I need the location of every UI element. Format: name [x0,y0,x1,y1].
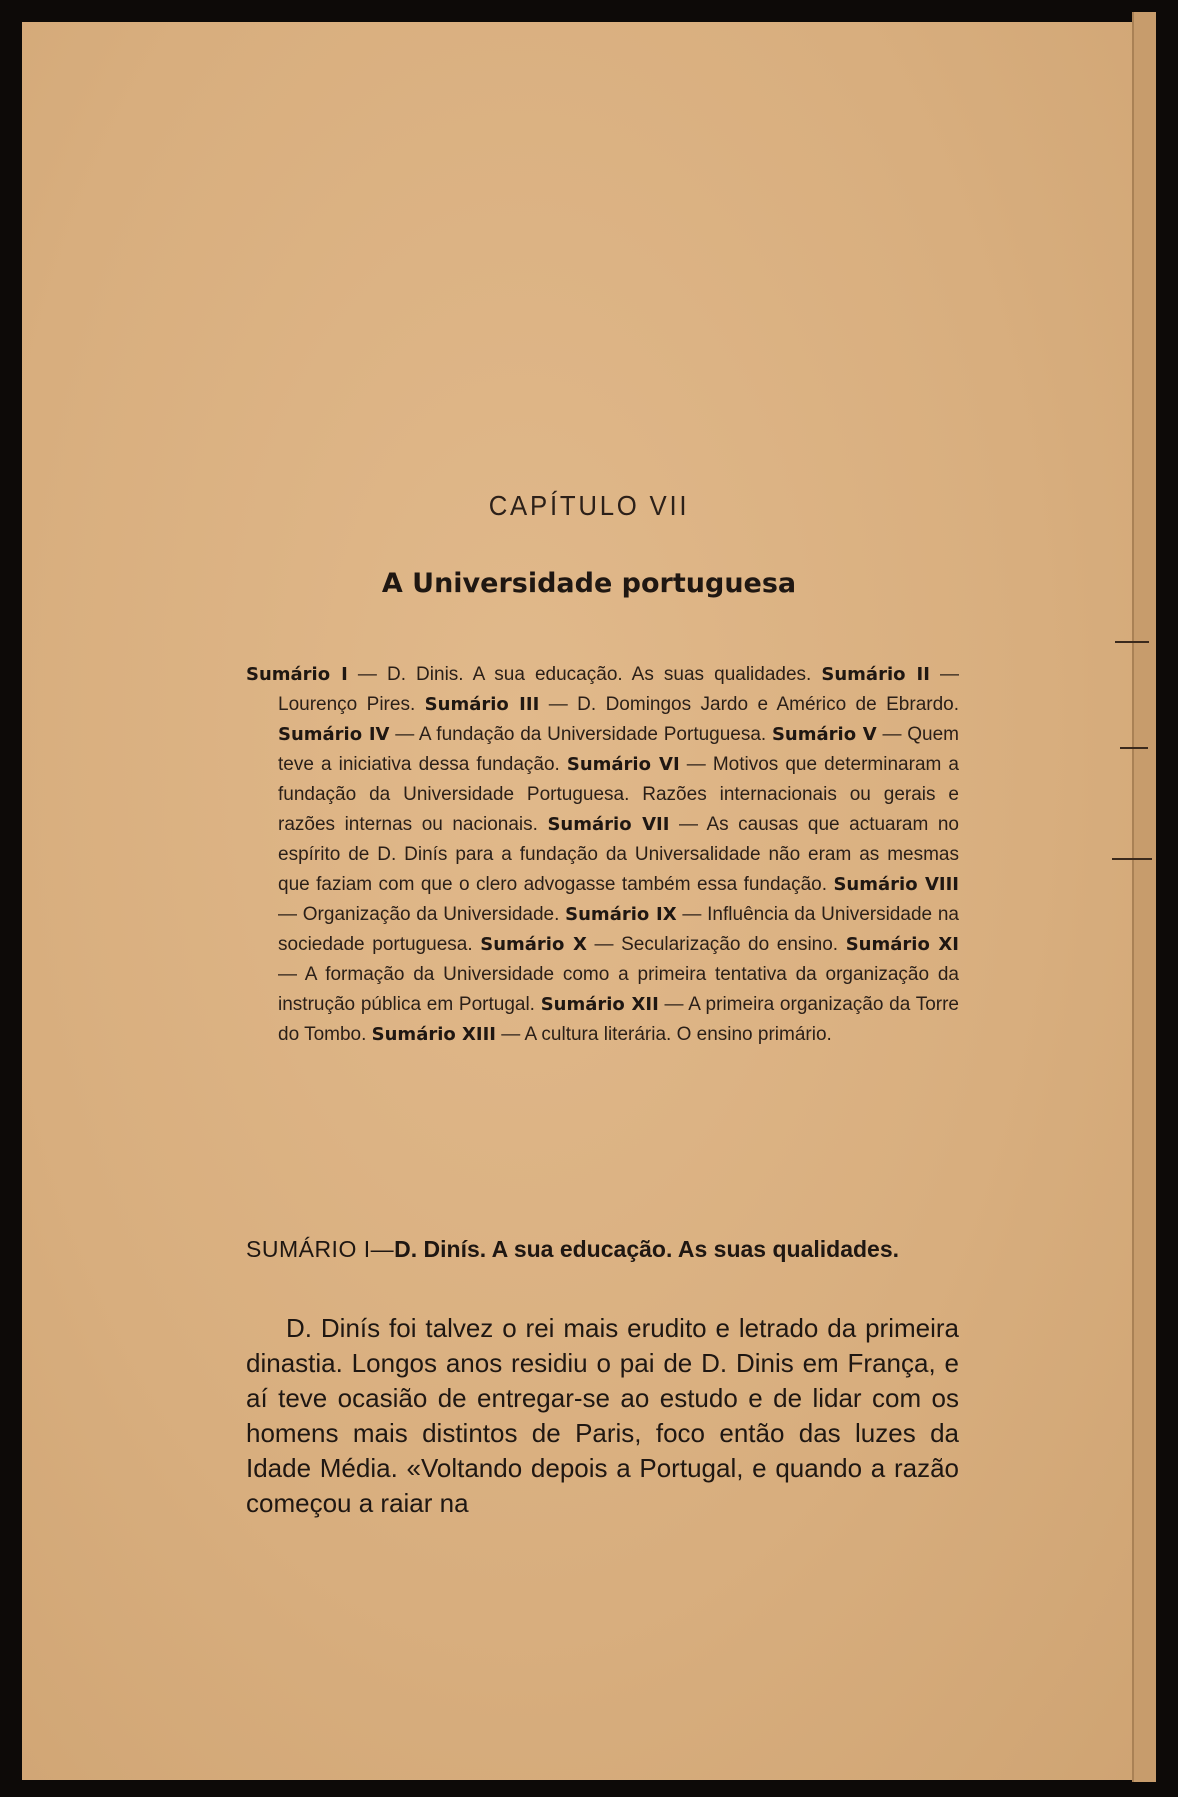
summary-label: Sumário X [480,934,587,955]
chapter-title: A Universidade portuguesa [381,568,797,599]
summary-text: — Influência da Universidade na sociedade portuguesa. [278,904,959,955]
summary-label: Sumário XII [540,994,659,1015]
edge-mark [1115,641,1149,643]
summary-label: Sumário XIII [371,1024,496,1045]
summary-text: — A fundação da Universidade Portuguesa. [389,724,772,745]
summary-text: — A formação da Universidade como a primeira tentativa da organização da instrução pública em Portugal. [278,964,959,1015]
summary-text: — Organização da Universidade. [278,904,566,925]
summary-label: Sumário XI [845,934,960,955]
body-paragraph: D. Dinís foi talvez o rei mais erudito e letrado da primeira dinastia. Longos anos residiu o pai de D. Dinis em França, e aí teve ocasião de entregar-se ao estudo e de lidar com os homens mais distintos de Paris, foco então das luzes da Idade Média. «Voltando depois a Portugal, e quando a razão começou a raiar na [246,1313,959,1518]
summary-text: — As causas que actuaram no espírito de D. Dinís para a fundação da Universalidade não eram as mesmas que faziam com que o clero advogasse também essa fundação. [278,814,959,895]
summary-text: — Motivos que determinaram a fundação da Universidade Portuguesa. Razões internacionais ou gerais e razões internas ou nacionais. [278,754,959,835]
summary-label: Sumário II [821,664,930,685]
page-edge [1132,12,1156,1782]
summary-label: Sumário VI [566,754,680,775]
summary-text: — Lourenço Pires. [278,664,960,715]
edge-mark [1112,858,1152,860]
summary-text: — D. Domingos Jardo e Américo de Ebrardo. [539,694,960,715]
summary-label: Sumário V [771,724,877,745]
section-heading [246,1236,959,1263]
summary-text: — Quem teve a iniciativa dessa fundação. [278,724,959,775]
summary-text: — A primeira organização da Torre do Tombo. [278,994,959,1045]
summary-label: Sumário IV [278,724,390,745]
summary-label: Sumário VII [547,814,670,835]
summary-text: — D. Dinis. A sua educação. As suas qualidades. [347,664,822,685]
section-number: SUMÁRIO I— [246,1236,395,1262]
summary-text: — Secularização do ensino. [586,934,846,955]
edge-mark [1120,747,1148,749]
chapter-heading: CAPÍTULO VII [488,490,690,521]
section-title: D. Dinís. A sua educação. As suas qualidades. [394,1236,900,1262]
summary-label: Sumário VIII [833,874,960,895]
chapter-summary [246,660,959,1050]
summary-label: Sumário IX [565,904,677,925]
summary-label: Sumário I [246,664,348,685]
summary-label: Sumário III [424,694,540,715]
summary-text: — A cultura literária. O ensino primário. [496,1024,832,1045]
